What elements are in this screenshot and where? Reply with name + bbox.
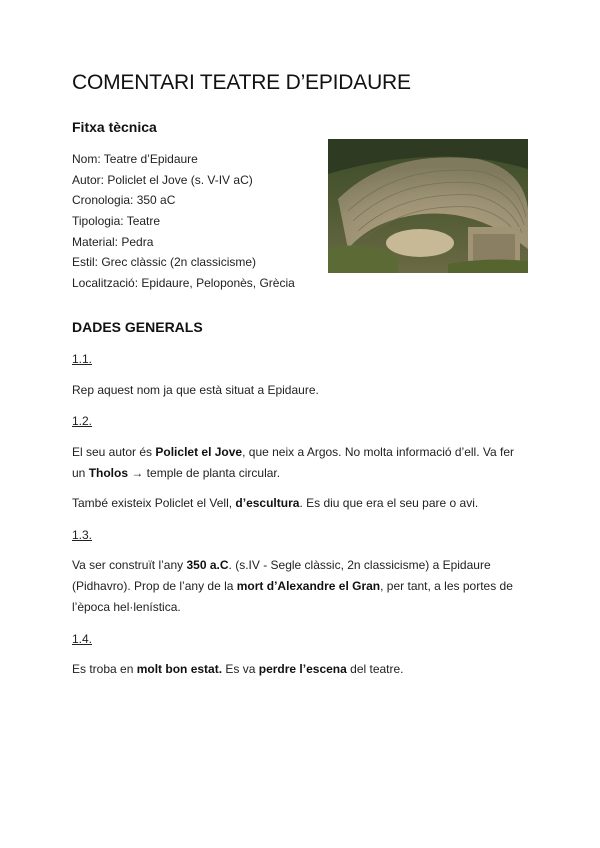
text-run: del teatre.: [346, 662, 404, 676]
text-run: . Es diu que era el seu pare o avi.: [299, 496, 479, 510]
fitxa-item-nom: Nom: Teatre d’Epidaure: [72, 152, 198, 166]
fitxa-list: [72, 152, 295, 297]
section-number-1-4: 1.4.: [72, 632, 93, 646]
text-run: Es troba en: [72, 662, 137, 676]
text-run: , per tant, a les portes de l’època hel·lenística.: [72, 579, 513, 614]
paragraph-1-2-a: [72, 442, 528, 484]
text-run: , que neix a Argos. No molta informació d’ell. Va fer un: [72, 445, 515, 480]
fitxa-item-localitzacio: Localització: Epidaure, Peloponès, Grècia: [72, 276, 295, 291]
bold-date: 350 a.C: [186, 558, 229, 572]
document-title: COMENTARI TEATRE D’EPIDAURE: [72, 71, 411, 94]
text-run: Va ser construït l’any: [72, 558, 187, 572]
paragraph-1-1: Rep aquest nom ja que està situat a Epidaure.: [72, 383, 319, 397]
text-run: . (s.IV - Segle clàssic, 2n classicisme) a Epidaure (Pidhavro). Prop de l’any de la: [72, 558, 491, 593]
fitxa-item-material: Material: Pedra: [72, 234, 154, 249]
bold-alexandre: mort d’Alexandre el Gran: [236, 579, 381, 593]
section-number-1-3: 1.3.: [72, 528, 93, 542]
bold-estat: molt bon estat.: [136, 662, 223, 676]
theatre-photo: [328, 139, 528, 273]
bold-author: Policlet el Jove: [155, 445, 243, 459]
text-run: També existeix Policlet el Vell,: [72, 496, 236, 510]
fitxa-item-autor: Autor: Policlet el Jove (s. V-IV aC): [72, 172, 253, 187]
dades-heading: DADES GENERALS: [72, 319, 203, 335]
paragraph-1-4: [72, 659, 528, 680]
text-run: El seu autor és: [72, 445, 156, 459]
text-run: Es va: [222, 662, 259, 676]
bold-tholos: Tholos: [88, 466, 129, 480]
paragraph-1-2-b: [72, 493, 528, 514]
text-run: → temple de planta circular.: [128, 466, 281, 480]
bold-escultura: d’escultura: [235, 496, 300, 510]
fitxa-item-tipologia: Tipologia: Teatre: [72, 214, 161, 229]
section-number-1-1: 1.1.: [72, 352, 93, 366]
fitxa-item-estil: Estil: Grec clàssic (2n classicisme): [72, 255, 257, 270]
section-number-1-2: 1.2.: [72, 414, 93, 428]
fitxa-item-cronologia: Cronologia: 350 aC: [72, 193, 176, 208]
paragraph-1-3: [72, 555, 528, 618]
bold-escena: perdre l’escena: [258, 662, 347, 676]
fitxa-heading: Fitxa tècnica: [72, 119, 157, 135]
